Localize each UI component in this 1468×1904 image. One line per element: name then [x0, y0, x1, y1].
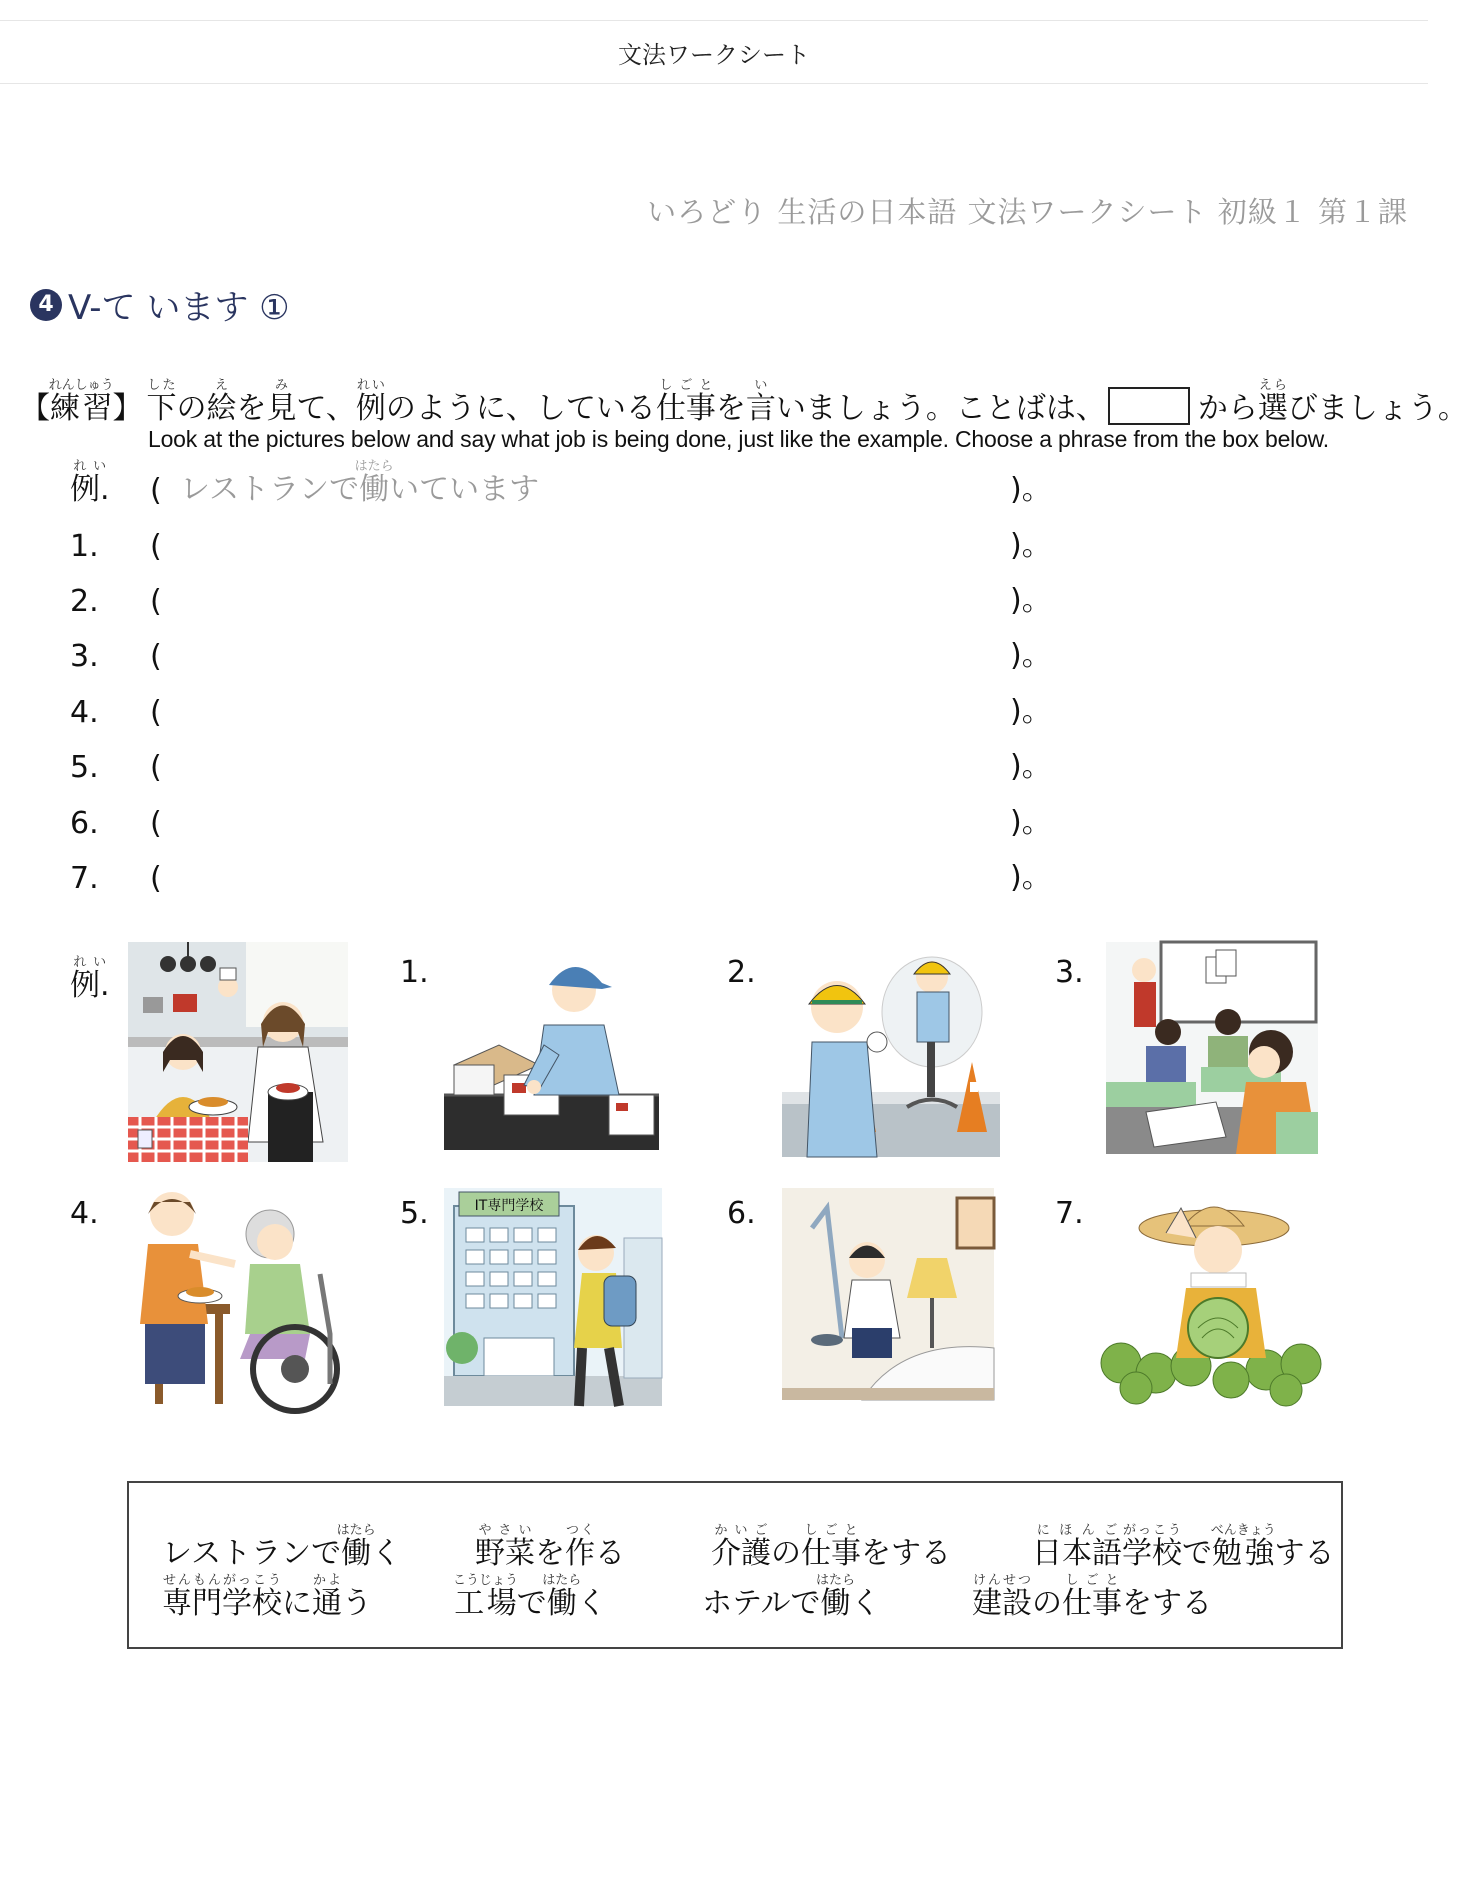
close-paren: )。 [1010, 583, 1052, 618]
farmer-cabbage-icon [1106, 1188, 1318, 1398]
choice-item: 工場こうじょうで働はたらく [453, 1573, 607, 1621]
row-number: 7. [70, 861, 99, 896]
row-number: 5. [70, 750, 99, 785]
choice-box [127, 1481, 1343, 1649]
row-number: 1. [70, 529, 99, 564]
picture-label-5: 5. [400, 1196, 429, 1231]
open-paren: ( [150, 529, 162, 564]
open-paren: ( [150, 639, 162, 674]
section-title: V-て います ① [68, 288, 290, 328]
picture-label-4: 4. [70, 1196, 99, 1231]
restaurant-waitress-icon [128, 942, 348, 1162]
picture-label-3: 3. [1055, 955, 1084, 990]
choice-item: 日本語にほんご学校がっこうで勉強べんきょうする [1032, 1523, 1335, 1571]
answer-row [70, 686, 1070, 736]
choice-item: 建設けんせつの仕事しごとをする [972, 1573, 1212, 1621]
construction-worker-icon [782, 942, 1000, 1157]
close-paren: )。 [1010, 638, 1052, 673]
page-title: 文法ワークシート [618, 40, 810, 69]
open-paren: ( [150, 473, 162, 508]
picture-label-7: 7. [1055, 1196, 1084, 1231]
open-paren: ( [150, 695, 162, 730]
close-paren: )。 [1010, 860, 1052, 895]
factory-worker-icon [444, 945, 659, 1150]
close-paren: )。 [1010, 528, 1052, 563]
picture-label-6: 6. [727, 1196, 756, 1231]
instruction-jp [20, 378, 1468, 427]
answer-row [70, 520, 1070, 570]
answer-row [70, 852, 1070, 902]
hotel-housekeeper-icon [782, 1188, 994, 1400]
row-number: 6. [70, 806, 99, 841]
row-number: 3. [70, 639, 99, 674]
close-paren: )。 [1010, 749, 1052, 784]
it-school-student-icon [444, 1188, 662, 1406]
example-answer: レストランで働はたらいています [180, 459, 540, 507]
exercise-label: 【練習れんしゅう】 [20, 378, 143, 426]
choice-item: 野菜やさいを作つくる [475, 1523, 625, 1571]
picture-label-example: 例.れい [70, 955, 110, 1003]
choice-item: レストランで働はたらく [162, 1523, 402, 1571]
classroom-student-icon [1106, 942, 1318, 1154]
series-title: いろどり 生活の日本語 文法ワークシート 初級１ 第１課 [647, 195, 1408, 229]
open-paren: ( [150, 861, 162, 896]
answer-row [70, 575, 1070, 625]
row-number: 例.れい [70, 459, 110, 507]
choice-item: 専門せんもん学校がっこうに通かよう [162, 1573, 372, 1621]
instruction-text: 下したの絵えを見みて、例れいのように、している仕事しごとを言いいましょう。ことばは、 [146, 378, 1106, 426]
open-paren: ( [150, 806, 162, 841]
answer-box-symbol [1108, 387, 1190, 425]
picture-label-2: 2. [727, 955, 756, 990]
close-paren: )。 [1010, 472, 1052, 507]
picture-label-1: 1. [400, 955, 429, 990]
section-number-badge: 4 [30, 289, 62, 321]
choice-item: ホテルで働はたらく [702, 1573, 881, 1621]
instruction-en: Look at the pictures below and say what job is being done, just like the example. Choose a phrase from the box below. [148, 426, 1329, 452]
instruction-text-end: から選えらびましょう。 [1197, 378, 1468, 426]
caregiver-icon [130, 1184, 345, 1416]
answer-row [70, 741, 1070, 791]
row-number: 2. [70, 584, 99, 619]
section-heading [30, 280, 290, 329]
answer-row [70, 797, 1070, 847]
close-paren: )。 [1010, 805, 1052, 840]
answer-row [70, 630, 1070, 680]
choice-item: 介護かいごの仕事しごとをする [711, 1523, 951, 1571]
open-paren: ( [150, 750, 162, 785]
answer-row-example [70, 459, 1070, 514]
open-paren: ( [150, 584, 162, 619]
close-paren: )。 [1010, 694, 1052, 729]
building-sign: IT専門学校 [474, 1198, 544, 1214]
row-number: 4. [70, 695, 99, 730]
page-header [0, 20, 1428, 84]
